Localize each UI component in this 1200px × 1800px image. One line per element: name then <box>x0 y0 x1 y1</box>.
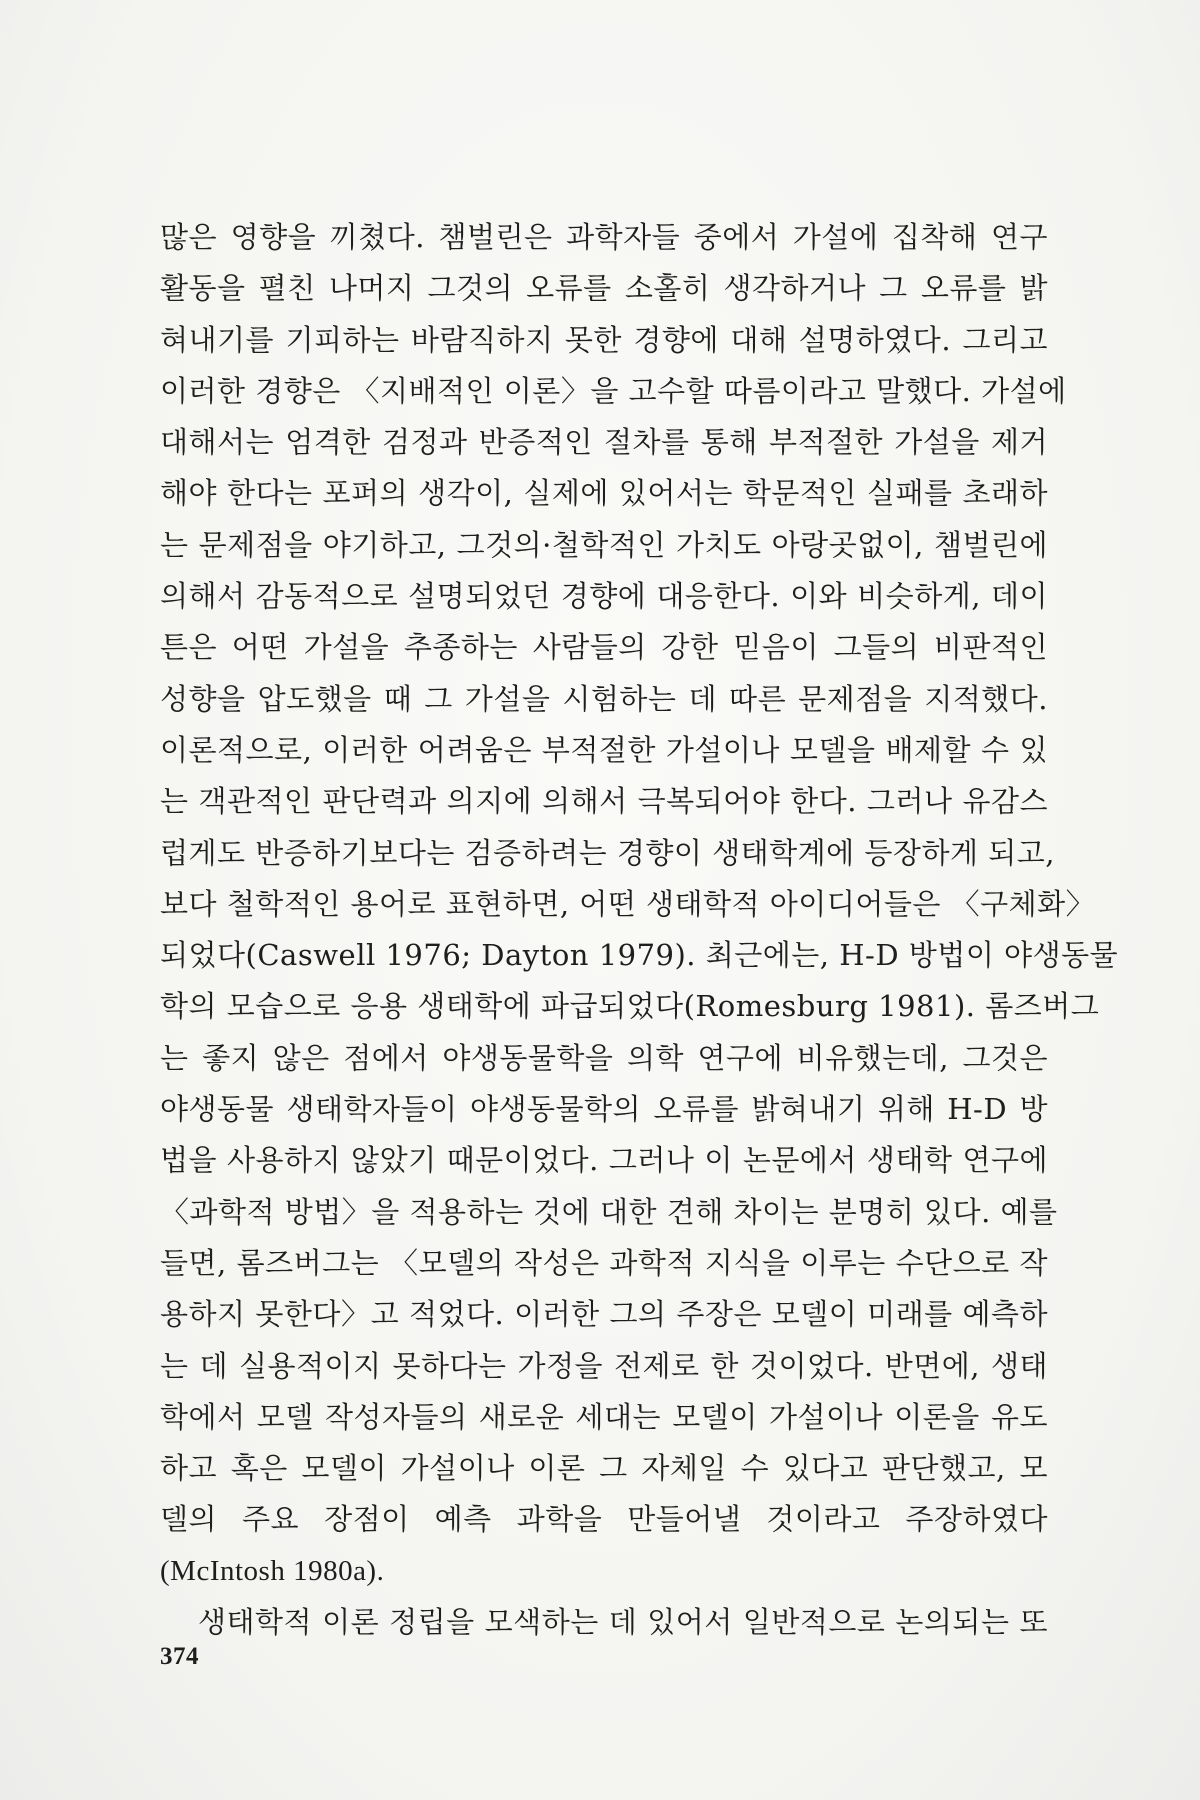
text-line: 법을 사용하지 않았기 때문이었다. 그러나 이 논문에서 생태학 연구에 <box>160 1143 1048 1178</box>
text-line: 델의 주요 장점이 예측 과학을 만들어낼 것이라고 주장하였다 <box>160 1502 1048 1537</box>
page-number: 374 <box>160 1643 199 1670</box>
text-line: 혀내기를 기피하는 바람직하지 못한 경향에 대해 설명하였다. 그리고 <box>160 322 1048 357</box>
text-line: 튼은 어떤 가설을 추종하는 사람들의 강한 믿음이 그들의 비판적인 <box>160 630 1048 665</box>
text-line: 용하지 못한다〉고 적었다. 이러한 그의 주장은 모델이 미래를 예측하 <box>160 1297 1048 1332</box>
text-line: 보다 철학적인 용어로 표현하면, 어떤 생태학적 아이디어들은 〈구체화〉 <box>160 886 1096 921</box>
text-line: 학의 모습으로 응용 생태학에 파급되었다(Romesburg 1981). 롬즈버그 <box>160 989 1100 1024</box>
text-line: 는 좋지 않은 점에서 야생동물학을 의학 연구에 비유했는데, 그것은 <box>160 1040 1048 1075</box>
paragraph-start-line: 생태학적 이론 정립을 모색하는 데 있어서 일반적으로 논의되는 또 <box>198 1605 1048 1640</box>
text-line: 많은 영향을 끼쳤다. 챔벌린은 과학자들 중에서 가설에 집착해 연구 <box>160 220 1048 254</box>
body-text <box>160 212 1119 1648</box>
text-line: 되었다(Caswell 1976; Dayton 1979). 최근에는, H-D 방법이 야생동물 <box>160 938 1119 973</box>
text-line: 〈과학적 방법〉을 적용하는 것에 대한 견해 차이는 분명히 있다. 예를 <box>160 1194 1058 1229</box>
text-line: 학에서 모델 작성자들의 새로운 세대는 모델이 가설이나 이론을 유도 <box>160 1399 1048 1434</box>
text-line: 해야 한다는 포퍼의 생각이, 실제에 있어서는 학문적인 실패를 초래하 <box>160 476 1048 511</box>
text-line: 의해서 감동적으로 설명되었던 경향에 대응한다. 이와 비슷하게, 데이 <box>160 579 1048 614</box>
text-line: 는 데 실용적이지 못하다는 가정을 전제로 한 것이었다. 반면에, 생태 <box>160 1348 1048 1383</box>
text-line: 성향을 압도했을 때 그 가설을 시험하는 데 따른 문제점을 지적했다. <box>160 681 1048 716</box>
text-line: 야생동물 생태학자들이 야생동물학의 오류를 밝혀내기 위해 H-D 방 <box>160 1092 1048 1127</box>
text-line: 하고 혹은 모델이 가설이나 이론 그 자체일 수 있다고 판단했고, 모 <box>160 1451 1048 1486</box>
text-line: 는 문제점을 야기하고, 그것의·철학적인 가치도 아랑곳없이, 챔벌린에 <box>160 527 1048 562</box>
text-line: 들면, 롬즈버그는 〈모델의 작성은 과학적 지식을 이루는 수단으로 작 <box>160 1245 1048 1280</box>
text-line: 대해서는 엄격한 검정과 반증적인 절차를 통해 부적절한 가설을 제거 <box>160 425 1048 460</box>
text-line: 이론적으로, 이러한 어려움은 부적절한 가설이나 모델을 배제할 수 있 <box>160 732 1048 767</box>
citation-line: (McIntosh 1980a). <box>160 1554 385 1587</box>
text-line: 럽게도 반증하기보다는 검증하려는 경향이 생태학계에 등장하게 되고, <box>160 835 1055 870</box>
text-line: 이러한 경향은 〈지배적인 이론〉을 고수할 따름이라고 말했다. 가설에 <box>160 373 1067 408</box>
text-line: 활동을 펼친 나머지 그것의 오류를 소홀히 생각하거나 그 오류를 밝 <box>160 271 1048 306</box>
text-line: 는 객관적인 판단력과 의지에 의해서 극복되어야 한다. 그러나 유감스 <box>160 784 1048 819</box>
